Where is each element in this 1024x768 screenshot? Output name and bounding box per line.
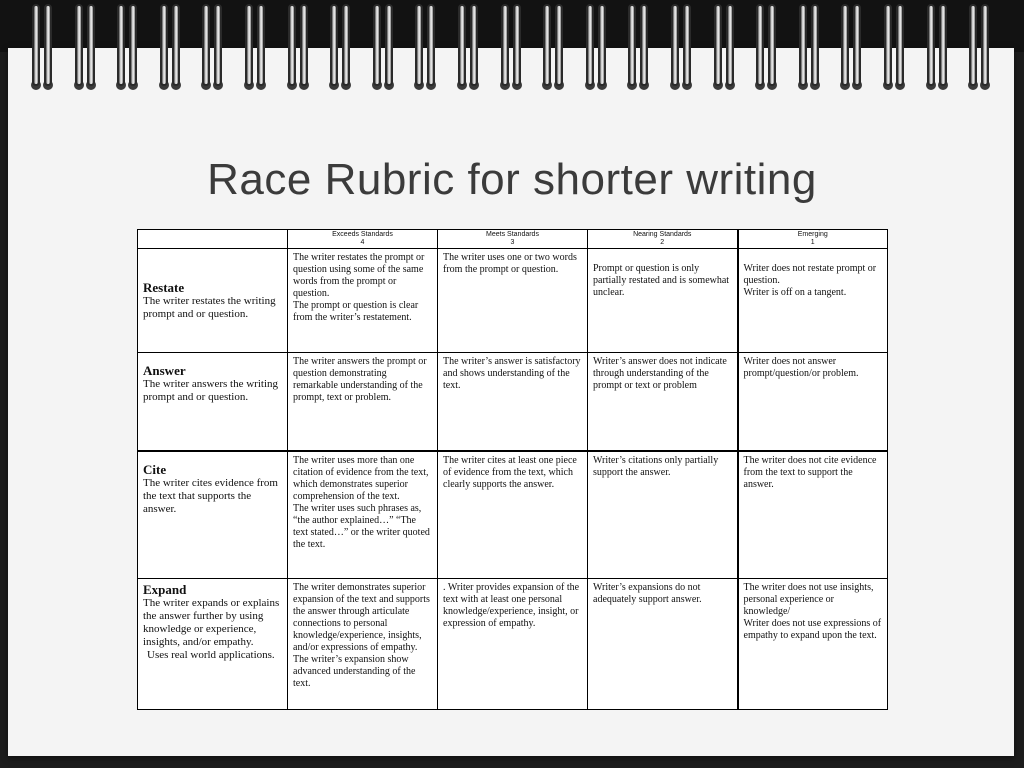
header-label: Nearing Standards bbox=[633, 231, 692, 238]
header-cell-meets bbox=[438, 230, 588, 249]
category-cell bbox=[138, 451, 288, 579]
header-label: Emerging bbox=[797, 231, 828, 238]
criteria-text: Writer does not answer prompt/question/or problem. bbox=[743, 356, 859, 379]
criteria-text: Writer’s expansions do not adequately support answer. bbox=[593, 582, 702, 605]
binder-ring bbox=[624, 4, 654, 94]
criteria-text: Prompt or question is only partially restated and is somewhat unclear. bbox=[593, 263, 730, 298]
rubric-row-cite bbox=[138, 451, 888, 579]
criteria-text: The writer uses such phrases as, “the author explained…” “The text stated…” or the writer quoted the text. bbox=[293, 503, 430, 550]
binder-ring bbox=[752, 4, 782, 94]
criteria-cell-meets bbox=[438, 579, 588, 710]
binder-ring bbox=[113, 4, 143, 94]
criteria-text: Writer does not restate prompt or question. bbox=[743, 263, 877, 286]
category-description: The writer expands or explains the answer further by using knowledge or experience, insights, and/or empathy. bbox=[143, 597, 280, 648]
category-name: Restate bbox=[143, 280, 185, 295]
criteria-cell-nearing bbox=[588, 249, 738, 353]
criteria-text: The writer does not cite evidence from the text to support the answer. bbox=[743, 455, 877, 490]
criteria-text: The writer uses more than one citation of evidence from the text, which demonstrates superior comprehension of the text. bbox=[293, 455, 429, 502]
binder-ring bbox=[880, 4, 910, 94]
binder-ring bbox=[582, 4, 612, 94]
header-cell-blank bbox=[138, 230, 288, 249]
header-label: Meets Standards bbox=[486, 231, 539, 238]
criteria-text: The writer does not use insights, personal experience or knowledge/ bbox=[743, 582, 874, 617]
binder-ring bbox=[71, 4, 101, 94]
rubric-row-expand bbox=[138, 579, 888, 710]
criteria-cell-emerging bbox=[738, 451, 888, 579]
binder-ring bbox=[198, 4, 228, 94]
criteria-text: The writer’s answer is satisfactory and shows understanding of the text. bbox=[443, 356, 581, 391]
category-cell bbox=[138, 353, 288, 452]
criteria-text: Writer is off on a tangent. bbox=[743, 287, 847, 298]
criteria-cell-exceeds bbox=[288, 579, 438, 710]
header-score: 4 bbox=[360, 239, 365, 246]
category-description: The writer restates the writing prompt and or question. bbox=[143, 295, 276, 320]
criteria-text: Writer’s answer does not indicate through understanding of the prompt or text or problem bbox=[593, 356, 727, 391]
category-description: The writer answers the writing prompt and or question. bbox=[143, 378, 279, 403]
criteria-text: The writer answers the prompt or question demonstrating remarkable understanding of the prompt, text or problem. bbox=[293, 356, 427, 403]
header-score: 1 bbox=[810, 239, 815, 246]
criteria-text: The writer demonstrates superior expansion of the text and supports the answer through articulate connections to personal knowledge/experience, insights, and/or expressions of empathy. bbox=[293, 582, 430, 653]
category-name: Answer bbox=[143, 363, 186, 378]
rubric-row-answer bbox=[138, 353, 888, 452]
criteria-cell-meets bbox=[438, 353, 588, 452]
criteria-text: The writer cites at least one piece of evidence from the text, which clearly supports the answer. bbox=[443, 455, 577, 490]
slide-title: Race Rubric for shorter writing bbox=[207, 155, 817, 204]
binder-ring bbox=[156, 4, 186, 94]
spiral-binding bbox=[0, 4, 1024, 100]
binder-ring bbox=[795, 4, 825, 94]
category-extra: Uses real world applications. bbox=[147, 649, 275, 661]
criteria-cell-exceeds bbox=[288, 249, 438, 353]
criteria-text: . Writer provides expansion of the text with at least one personal knowledge/experience, insight, or expression of empathy. bbox=[443, 582, 580, 629]
rubric-header-row bbox=[138, 230, 888, 249]
criteria-cell-emerging bbox=[738, 579, 888, 710]
binder-ring bbox=[411, 4, 441, 94]
criteria-cell-exceeds bbox=[288, 451, 438, 579]
rubric-table bbox=[137, 229, 888, 710]
binder-ring bbox=[837, 4, 867, 94]
criteria-cell-meets bbox=[438, 451, 588, 579]
binder-ring bbox=[965, 4, 995, 94]
header-cell-nearing bbox=[588, 230, 738, 249]
category-cell bbox=[138, 249, 288, 353]
binder-ring bbox=[710, 4, 740, 94]
binder-ring bbox=[369, 4, 399, 94]
binder-ring bbox=[454, 4, 484, 94]
header-cell-exceeds bbox=[288, 230, 438, 249]
criteria-cell-exceeds bbox=[288, 353, 438, 452]
header-label: Exceeds Standards bbox=[332, 231, 393, 238]
criteria-text: The writer uses one or two words from the prompt or question. bbox=[443, 252, 577, 275]
binder-ring bbox=[497, 4, 527, 94]
binder-ring bbox=[923, 4, 953, 94]
category-cell bbox=[138, 579, 288, 710]
criteria-cell-meets bbox=[438, 249, 588, 353]
criteria-text: The prompt or question is clear from the writer’s restatement. bbox=[293, 300, 419, 323]
criteria-cell-nearing bbox=[588, 579, 738, 710]
criteria-cell-emerging bbox=[738, 353, 888, 452]
header-cell-emerging bbox=[738, 230, 888, 249]
binder-ring bbox=[284, 4, 314, 94]
criteria-cell-emerging bbox=[738, 249, 888, 353]
header-score: 2 bbox=[660, 239, 665, 246]
criteria-text: The writer restates the prompt or question using some of the same words from the prompt or question. bbox=[293, 252, 425, 299]
criteria-text: Writer does not use expressions of empathy to expand upon the text. bbox=[743, 618, 882, 641]
rubric-row-restate bbox=[138, 249, 888, 353]
criteria-text: Writer’s citations only partially support the answer. bbox=[593, 455, 719, 478]
category-name: Expand bbox=[143, 582, 187, 597]
criteria-cell-nearing bbox=[588, 451, 738, 579]
criteria-text: The writer’s expansion show advanced understanding of the text. bbox=[293, 654, 416, 689]
category-name: Cite bbox=[143, 462, 167, 477]
binder-ring bbox=[241, 4, 271, 94]
binder-ring bbox=[539, 4, 569, 94]
binder-ring bbox=[28, 4, 58, 94]
criteria-cell-nearing bbox=[588, 353, 738, 452]
binder-ring bbox=[667, 4, 697, 94]
header-score: 3 bbox=[510, 239, 515, 246]
binder-ring bbox=[326, 4, 356, 94]
category-description: The writer cites evidence from the text that supports the answer. bbox=[143, 477, 278, 515]
